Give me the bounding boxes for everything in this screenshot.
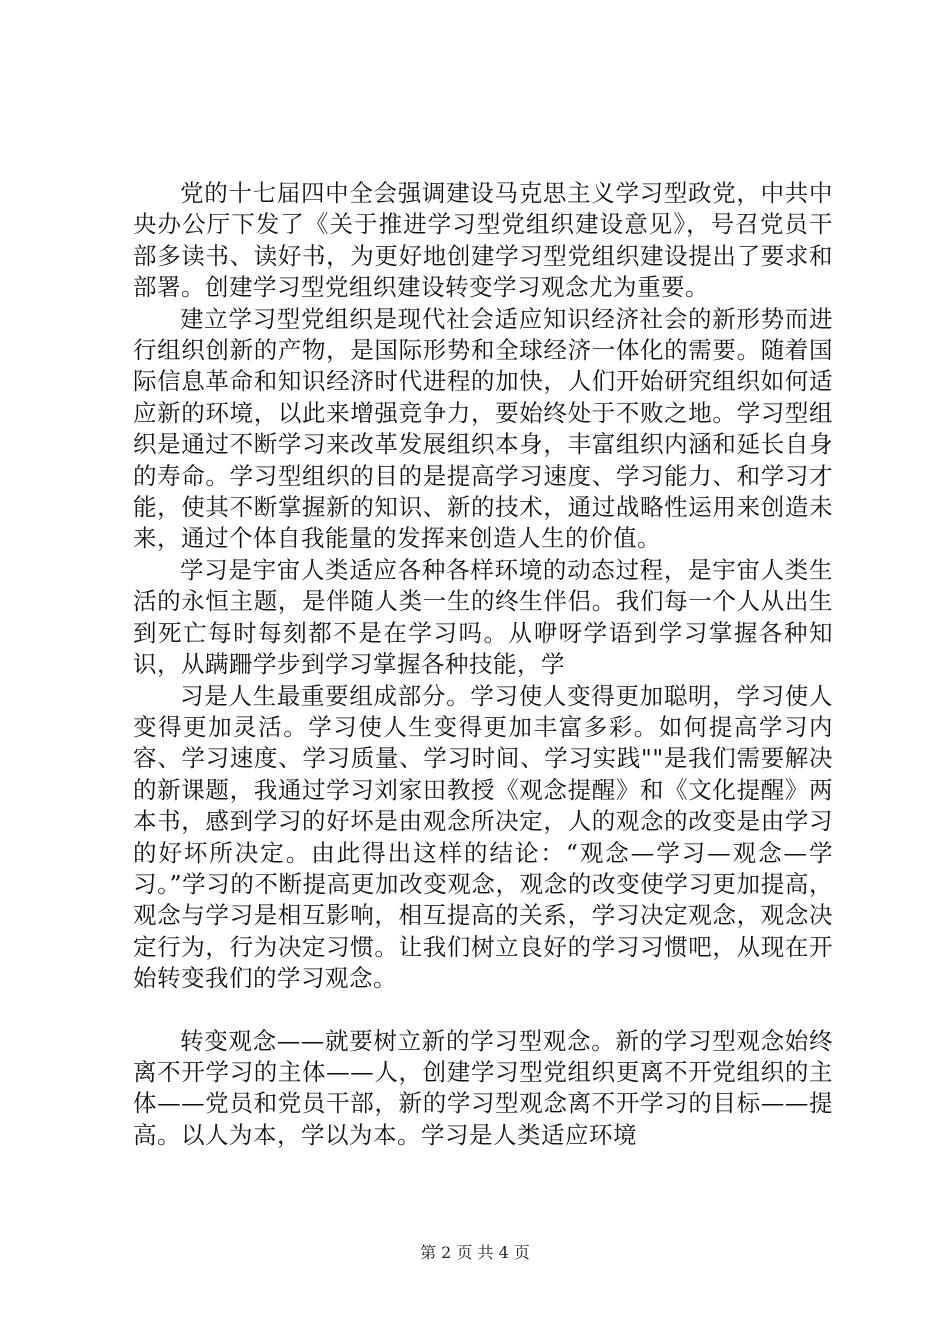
paragraph-5: 转变观念——就要树立新的学习型观念。新的学习型观念始终离不开学习的主体——人，创建学习型党组织更离不开党组织的主体——党员和党员干部，新的学习型观念离不开学习的目标——提高。以人为本，学以为本。学习是人类适应环境 (133, 1026, 833, 1149)
document-body (133, 178, 833, 1151)
paragraph-3: 学习是宇宙人类适应各种各样环境的动态过程，是宇宙人类生活的永恒主题，是伴随人类一生的终生伴侣。我们每一个人从出生到死亡每时每刻都不是在学习吗。从咿呀学语到学习掌握各种知识，从蹒跚学步到学习掌握各种技能，学 (133, 555, 833, 679)
paragraph-4: 习是人生最重要组成部分。学习使人变得更加聪明，学习使人变得更加灵活。学习使人生变得更加丰富多彩。如何提高学习内容、学习速度、学习质量、学习时间、学习实践""是我们需要解决的新课题，我通过学习刘家田教授《观念提醒》和《文化提醒》两本书，感到学习的好坏是由观念所决定，人的观念的改变是由学习的好坏所决定。由此得出这样的结论：“观念—学习—观念—学习。”学习的不断提高更加改变观念，观念的改变使学习更加提高，观念与学习是相互影响，相互提高的关系，学习决定观念，观念决定行为，行为决定习惯。让我们树立良好的学习习惯吧，从现在开始转变我们的学习观念。 (133, 681, 833, 993)
page-number-footer: 第 2 页 共 4 页 (420, 1243, 530, 1262)
paragraph-2: 建立学习型党组织是现代社会适应知识经济社会的新形势而进行组织创新的产物，是国际形势和全球经济一体化的需要。随着国际信息革命和知识经济时代进程的加快，人们开始研究组织如何适应新的环境，以此来增强竞争力，要始终处于不败之地。学习型组织是通过不断学习来改革发展组织本身，丰富组织内涵和延长自身的寿命。学习型组织的目的是提高学习速度、学习能力、和学习才能，使其不断掌握新的知识、新的技术，通过战略性运用来创造未来，通过个体自我能量的发挥来创造人生的价值。 (133, 304, 833, 553)
paragraph-1: 党的十七届四中全会强调建设马克思主义学习型政党，中共中央办公厅下发了《关于推进学习型党组织建设意见》，号召党员干部多读书、读好书，为更好地创建学习型党组织建设提出了要求和部署。创建学习型党组织建设转变学习观念尤为重要。 (133, 179, 833, 302)
